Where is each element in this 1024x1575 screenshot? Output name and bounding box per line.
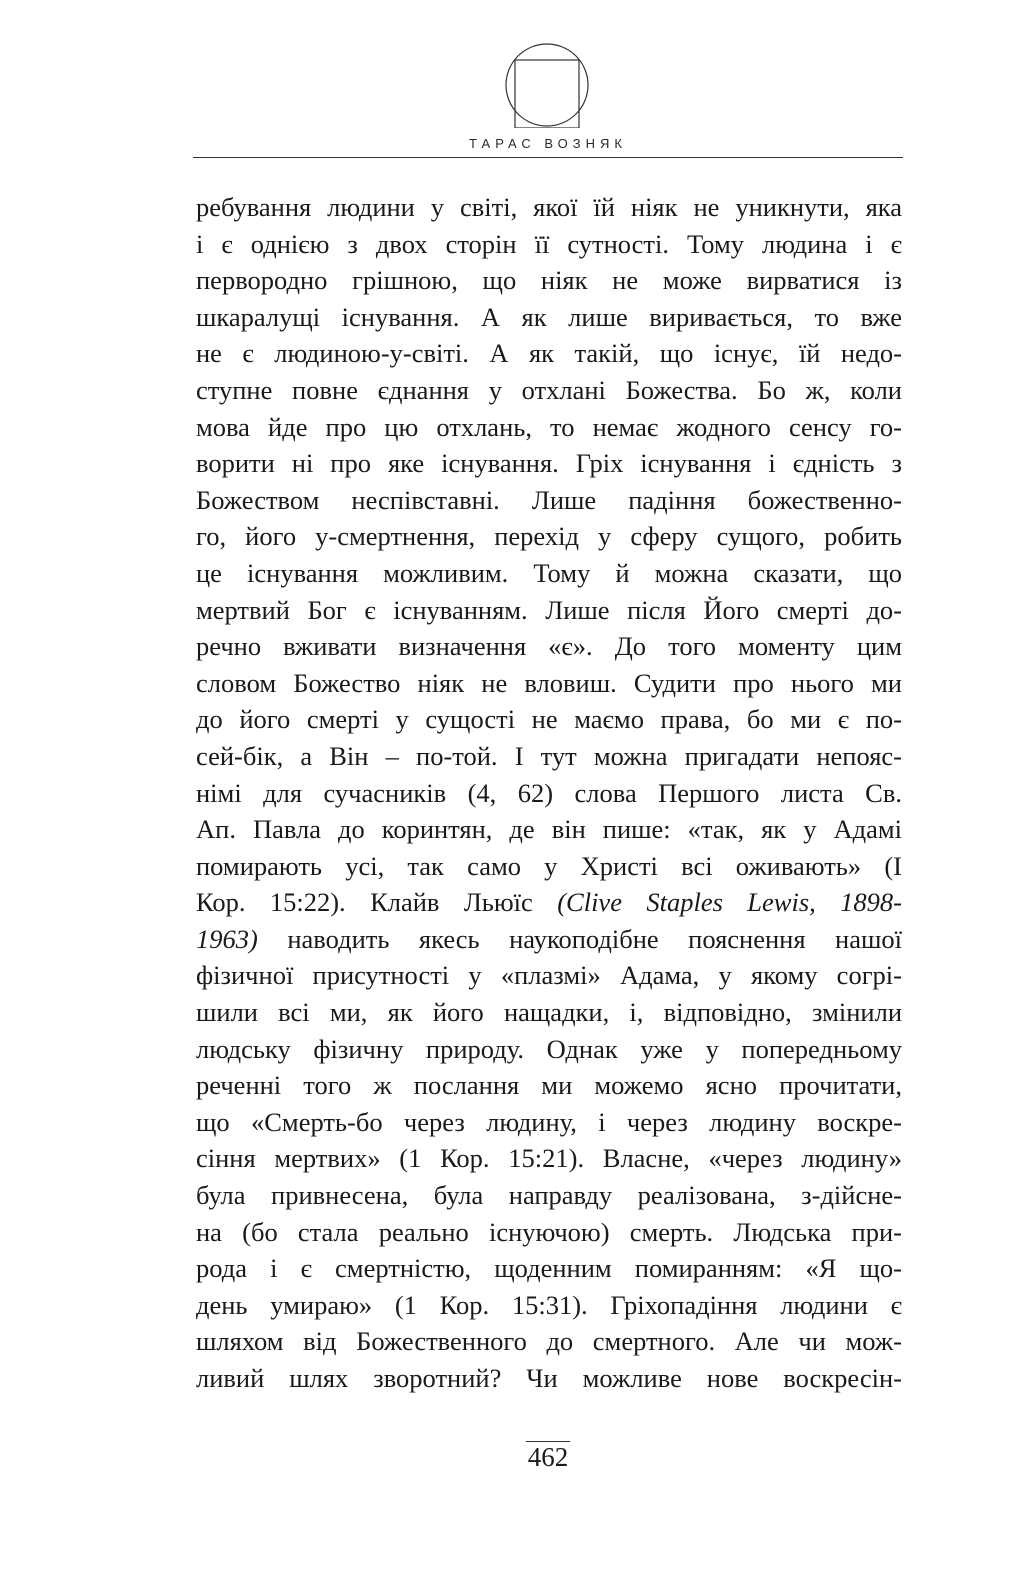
- text-line: була привнесена, була направду реалізована, з-дійсне-: [196, 1180, 902, 1211]
- text-line: не є людиною-у-світі. А як такій, що існує, їй недо-: [196, 338, 902, 369]
- text-line: го, його у-смертнення, перехід у сферу сущого, робить: [196, 521, 902, 552]
- text-line: на (бо стала реально існуючою) смерть. Людська при-: [196, 1216, 902, 1247]
- text-line: ступне повне єднання у отхлані Божества. Бо ж, коли: [196, 374, 902, 405]
- text-line: ребування людини у світі, якої їй ніяк не уникнути, яка: [196, 192, 902, 222]
- text-line: і є однією з двох сторін її сутності. Тому людина і є: [196, 228, 902, 259]
- body-text: [196, 189, 902, 1397]
- text-line: сей-бік, а Він – по-той. І тут можна пригадати непояс-: [196, 740, 902, 771]
- text-line: шляхом від Божественного до смертного. Але чи мож-: [196, 1326, 902, 1357]
- text-line: людську фізичну природу. Однак уже у попередньому: [196, 1033, 902, 1064]
- text-line: Кор. 15:22). Клайв Льюїс (Clive Staples Lewis, 1898-: [196, 887, 902, 918]
- text-line: шкаралущі існування. А як лише виривається, то вже: [196, 301, 902, 332]
- text-line: день умираю» (1 Кор. 15:31). Гріхопадіння людини є: [196, 1289, 902, 1320]
- text-line: мова йде про цю отхлань, то немає жодного сенсу го-: [196, 411, 902, 442]
- page-number: [193, 1442, 903, 1473]
- text-line: Божеством неспівставні. Лише падіння божественно-: [196, 484, 902, 515]
- text-line: що «Смерть-бо через людину, і через людину воскре-: [196, 1106, 902, 1137]
- page-number-value: 462: [527, 1442, 569, 1472]
- text-line: фізичної присутності у «плазмі» Адама, у якому согрі-: [196, 960, 902, 991]
- text-line: речно вживати визначення «є». До того моменту цим: [196, 631, 902, 662]
- text-line: Ап. Павла до коринтян, де він пише: «так, як у Адамі: [196, 814, 902, 845]
- italic-name: (Clive Staples Lewis, 1898-: [557, 887, 902, 918]
- running-head-author: ТАРАС ВОЗНЯК: [469, 136, 627, 151]
- text-line: реченні того ж послання ми можемо ясно прочитати,: [196, 1070, 902, 1101]
- text-line: 1963) наводить якесь наукоподібне пояснення нашої: [196, 923, 902, 954]
- text-line: ливий шлях зворотний? Чи можливе нове воскресін-: [196, 1363, 902, 1393]
- text-line: помирають усі, так само у Христі всі оживають» (І: [196, 850, 902, 881]
- text-line: шили всі ми, як його нащадки, і, відповідно, змінили: [196, 997, 902, 1028]
- header-rule: [193, 157, 903, 158]
- text-line: до його смерті у сущості не маємо права, бо ми є по-: [196, 704, 902, 735]
- text-line: рода і є смертністю, щоденним помиранням: «Я що-: [196, 1253, 902, 1284]
- text-line: мертвий Бог є існуванням. Лише після Його смерті до-: [196, 594, 902, 625]
- text-line: німі для сучасників (4, 62) слова Першого листа Св.: [196, 777, 902, 808]
- text-line: первородно грішною, що ніяк не може вирватися із: [196, 265, 902, 296]
- italic-dates: 1963): [196, 923, 258, 954]
- text-line: сіння мертвих» (1 Кор. 15:21). Власне, «через людину»: [196, 1143, 902, 1174]
- text-line: словом Божество ніяк не вловиш. Судити про нього ми: [196, 667, 902, 698]
- text-line: ворити ні про яке існування. Гріх існування і єдність з: [196, 448, 902, 479]
- text-line: це існування можливим. Тому й можна сказати, що: [196, 557, 902, 588]
- circle-square-emblem-icon: [504, 42, 590, 128]
